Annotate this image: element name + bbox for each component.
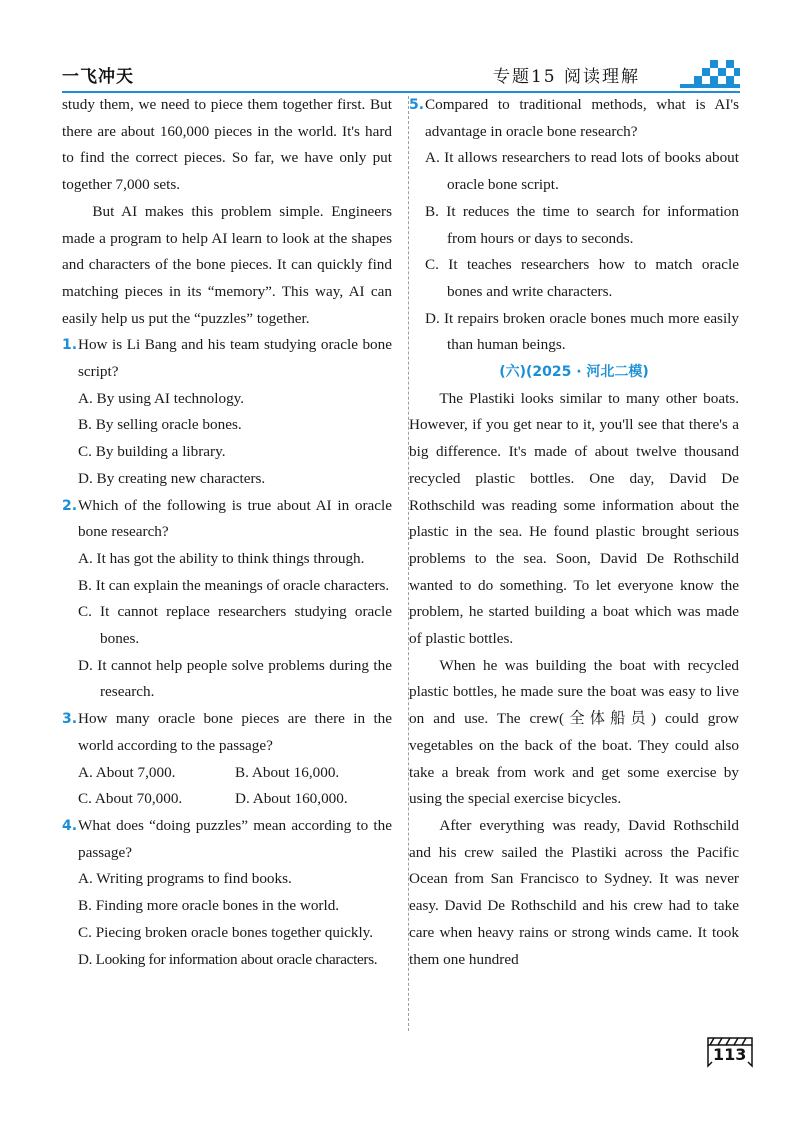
question-stem: Compared to traditional methods, what is AI's advantage in oracle bone research? bbox=[425, 96, 739, 140]
question-2 bbox=[62, 493, 392, 546]
option-b: B. Finding more oracle bones in the world. bbox=[78, 897, 340, 915]
question-number: 4. bbox=[62, 817, 78, 834]
brand-logo bbox=[62, 62, 134, 87]
question-5 bbox=[409, 92, 739, 145]
option-c: C. Piecing broken oracle bones together quickly. bbox=[78, 923, 374, 941]
page-number: 113 bbox=[713, 1045, 747, 1064]
topic-title: 专题15 阅读理解 bbox=[492, 67, 640, 87]
question-1 bbox=[62, 332, 392, 385]
option-d: D. By creating new characters. bbox=[78, 469, 266, 487]
question-number: 5. bbox=[409, 97, 425, 113]
option-row bbox=[62, 760, 392, 787]
option-a: A. Writing programs to find books. bbox=[78, 870, 292, 888]
question-stem: What does “doing puzzles” mean according to the passage? bbox=[78, 816, 392, 861]
option-a: A. About 7,000. bbox=[78, 763, 176, 781]
brand-text: 一飞冲天 bbox=[62, 67, 134, 87]
question-number: 1. bbox=[62, 337, 78, 354]
question-number: 2. bbox=[62, 497, 78, 514]
question-stem: How many oracle bone pieces are there in the world according to the passage? bbox=[78, 710, 392, 754]
option-b: B. It can explain the meanings of oracle characters. bbox=[78, 576, 390, 594]
option-b: B. It reduces the time to search for information from hours or days to seconds. bbox=[425, 202, 739, 247]
question-stem: How is Li Bang and his team studying oracle bone script? bbox=[78, 336, 392, 381]
question-4 bbox=[62, 813, 392, 866]
passage-paragraph: When he was building the boat with recycled plastic bottles, he made sure the boat was easy to live on and use. The crew(全体船员) could grow vegetables on the back of the boat. They could also take a break from work and get some exercise by using the special exercise bicycles. bbox=[409, 656, 739, 808]
option-b: B. By selling oracle bones. bbox=[78, 416, 242, 434]
question-3 bbox=[62, 706, 392, 759]
page-number-badge bbox=[706, 1032, 756, 1072]
option-c: C. It cannot replace researchers studying oracle bones. bbox=[78, 603, 392, 648]
option-b: B. About 16,000. bbox=[235, 763, 340, 781]
option-a: A. It allows researchers to read lots of books about oracle bone script. bbox=[425, 149, 739, 194]
passage-paragraph: But AI makes this problem simple. Engineers made a program to help AI learn to look at the shapes and characters of the bone pieces. It can quickly find matching pieces in its “memory”. This way, AI can easily help us put the “puzzles” together. bbox=[62, 202, 392, 327]
option-row bbox=[62, 786, 392, 813]
checker-pattern-icon bbox=[680, 58, 740, 90]
option-a: A. By using AI technology. bbox=[78, 389, 245, 407]
option-d: D. It repairs broken oracle bones much more easily than human beings. bbox=[425, 309, 739, 354]
option-c: C. It teaches researchers how to match oracle bones and write characters. bbox=[425, 256, 739, 300]
question-stem: Which of the following is true about AI in oracle bone research? bbox=[78, 496, 392, 541]
option-a: A. It has got the ability to think things through. bbox=[78, 549, 365, 567]
question-number: 3. bbox=[62, 711, 78, 728]
right-column bbox=[409, 92, 739, 973]
option-d: D. About 160,000. bbox=[235, 790, 348, 808]
option-d: D. It cannot help people solve problems during the research. bbox=[78, 656, 392, 701]
option-c: C. By building a library. bbox=[78, 443, 226, 461]
section-title: (六)(2025 · 河北二模) bbox=[499, 364, 649, 381]
option-d: D. Looking for information about oracle characters. bbox=[78, 950, 378, 968]
option-c: C. About 70,000. bbox=[78, 790, 183, 808]
passage-paragraph: After everything was ready, David Rothschild and his crew sailed the Plastiki across the Pacific Ocean from San Francisco to Sydney. It was never easy. David De Rothschild and his crew had to take care when heavy rains or strong winds came. It took them one hundred bbox=[409, 816, 739, 968]
left-column bbox=[62, 92, 392, 973]
passage-paragraph: study them, we need to piece them together first. But there are about 160,000 pieces in the world. It's hard to find the correct pieces. So far, we have only put together 7,000 sets. bbox=[62, 96, 392, 194]
passage-paragraph: The Plastiki looks similar to many other boats. However, if you get near to it, you'll see that there's a big difference. It's made of about twelve thousand recycled plastic bottles. One day, David De Rothschild was reading some information about the plastic in the sea. He found plastic brought serious problems to the sea. Soon, David De Rothschild wanted to do something. To let everyone know the problem, he started building a boat which was made of plastic bottles. bbox=[409, 389, 739, 648]
page-header bbox=[62, 58, 740, 92]
